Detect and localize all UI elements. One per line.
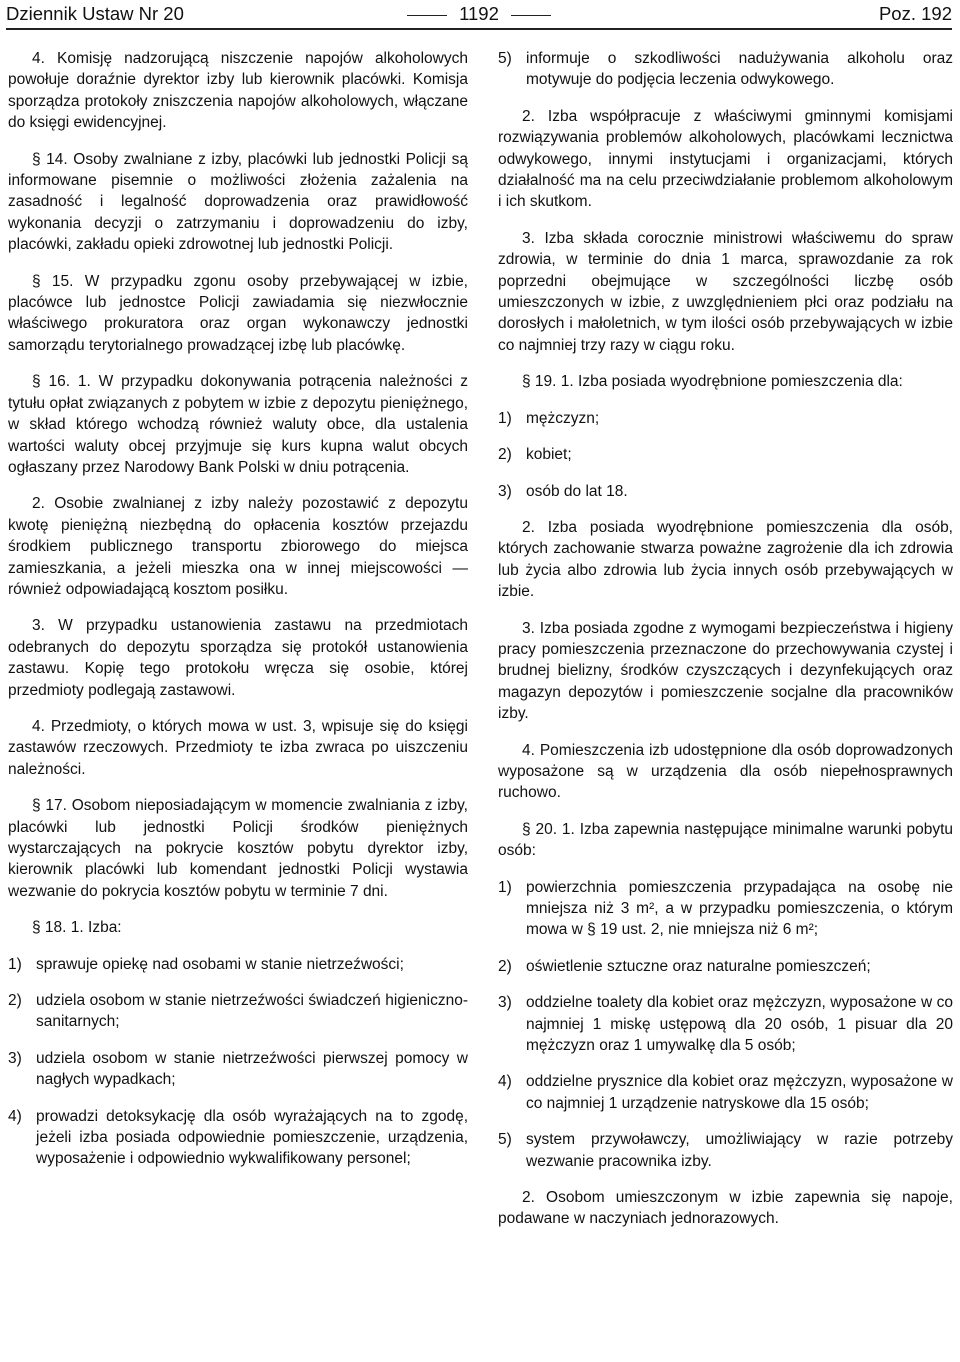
paragraph: § 18. 1. Izba:: [32, 919, 122, 937]
paragraph: 3. Izba składa corocznie ministrowi właściwemu do spraw zdrowia, w terminie do dnia 1 marca, sprawozdanie za rok poprzedni obejmujące w szczególności liczbę osób umieszczonych w izbie, z uwzględnieniem płci oraz podziału na dorosłych i małoletnich, w tym ilości osób przebywających w izbie co najmniej trzy razy w ciągu roku.: [498, 229, 953, 354]
paragraph: 4. Komisję nadzorującą niszczenie napojów alkoholowych powołuje doraźnie dyrektor izby lub kierownik placówki. Komisja sporządza protokoły zniszczenia napojów alkoholowych, włączane do księgi ewidencyjnej.: [8, 50, 468, 132]
dash-left: [407, 15, 447, 16]
left-column: [8, 48, 468, 1185]
list-item-text: oświetlenie sztuczne oraz naturalne pomieszczeń;: [526, 957, 871, 975]
paragraph: 2. Osobie zwalnianej z izby należy pozostawić z depozytu kwotę pieniężną niezbędną do opłacenia kosztów przejazdu środkiem publicznego transportu zbiorowego do miejsca zamieszkania, a jeżeli mieszka ona w innej miejscowości — również odpowiadającą kosztom posiłku.: [8, 495, 468, 598]
list-item-text: informuje o szkodliwości nadużywania alkoholu oraz motywuje do podjęcia leczenia odwykowego.: [526, 50, 953, 89]
dash-right: [511, 15, 551, 16]
paragraph: 4. Pomieszczenia izb udostępnione dla osób doprowadzonych wyposażone są w urządzenia dla osób niepełnosprawnych ruchowo.: [498, 741, 953, 802]
list-item-number: 4): [8, 1107, 22, 1125]
list-item-number: 3): [498, 482, 512, 500]
paragraph: § 20. 1. Izba zapewnia następujące minimalne warunki pobytu osób:: [498, 820, 953, 860]
list-item-number: 2): [498, 446, 512, 464]
paragraph: 3. W przypadku ustanowienia zastawu na przedmiotach odebranych do depozytu sporządza się protokół ustanowienia zastawu. Kopię tego protokołu wręcza się osobie, której przedmioty podlegają zastawowi.: [8, 617, 468, 699]
list-item-number: 5): [498, 50, 512, 67]
list-item-text: osób do lat 18.: [526, 482, 628, 500]
list-item-text: udziela osobom w stanie nietrzeźwości świadczeń higieniczno-sanitarnych;: [36, 992, 468, 1031]
list-item-number: 5): [498, 1131, 512, 1149]
list-item: [498, 408, 953, 429]
list-item-text: prowadzi detoksykację dla osób wyrażających na to zgodę, jeżeli izba posiada odpowiednie pomieszczenie, urządzenia, wyposażenie i odpowiednio wykwalifikowany personel;: [36, 1107, 468, 1168]
list-item-number: 1): [498, 878, 512, 896]
list-item: [498, 444, 953, 465]
list-item-number: 1): [498, 409, 512, 427]
page-number-text: 1192: [459, 3, 499, 24]
list-item: [498, 1129, 953, 1172]
paragraph: 2. Izba posiada wyodrębnione pomieszczenia dla osób, których zachowanie stwarza poważne zagrożenie dla ich zdrowia lub życia albo zdrowia lub życia innych osób przebywających w izbie.: [498, 518, 953, 601]
paragraph: 2. Osobom umieszczonym w izbie zapewnia się napoje, podawane w naczyniach jednorazowych.: [498, 1189, 953, 1228]
list-item-text: mężczyzn;: [526, 409, 600, 427]
paragraph: § 15. W przypadku zgonu osoby przebywającej w izbie, placówce lub jednostce Policji zawiadamia się niezwłocznie właściwego prokuratora oraz organ wykonawczy jednostki samorządu terytorialnego prowadzącej izbę lub placówkę.: [8, 272, 468, 354]
list-item-number: 1): [8, 955, 22, 973]
list-item-number: 2): [498, 957, 512, 975]
list-item-text: sprawuje opiekę nad osobami w stanie nietrzeźwości;: [36, 955, 404, 973]
list-item: [8, 954, 468, 975]
paragraph: § 14. Osoby zwalniane z izby, placówki lub jednostki Policji są informowane pisemnie o możliwości złożenia zażalenia na zasadność i legalność doprowadzenia oraz prawidłowość wykonania decyzji o zatrzymaniu i doprowadzeniu do izby, placówki, zakładu opieki zdrowotnej lub jednostki Policji.: [8, 150, 468, 254]
list-item: [8, 1106, 468, 1170]
journal-title: Dziennik Ustaw Nr 20: [6, 3, 184, 24]
list-item-number: 4): [498, 1073, 512, 1091]
list-item: [8, 990, 468, 1033]
list-item-number: 3): [498, 994, 512, 1012]
list-item-text: oddzielne prysznice dla kobiet oraz mężczyzn, wyposażone w co najmniej 1 urządzenie natryskowe dla 15 osób;: [526, 1073, 953, 1112]
position-number: Poz. 192: [878, 3, 952, 24]
paragraph: § 19. 1. Izba posiada wyodrębnione pomieszczenia dla:: [522, 373, 903, 391]
list-item: [498, 877, 953, 941]
list-item-number: 2): [8, 992, 22, 1010]
list-item-text: system przywoławczy, umożliwiający w razie potrzeby wezwanie pracownika izby.: [526, 1131, 953, 1170]
list-item: [8, 1048, 468, 1091]
paragraph: 4. Przedmioty, o których mowa w ust. 3, wpisuje się do księgi zastawów rzeczowych. Przedmioty te izba zwraca po uiszczeniu należności.: [8, 717, 468, 778]
page-header: [6, 0, 952, 30]
list-item: [498, 1071, 953, 1114]
paragraph: § 16. 1. W przypadku dokonywania potrącenia należności z tytułu opłat związanych z pobytem w izbie z depozytu pieniężnego, w skład którego wchodzą również waluty obce, dla ustalenia wartości waluty obcej przyjmuje się kurs kupna walut obcych ogłaszany przez Narodowy Bank Polski w dniu potrącenia.: [8, 373, 468, 476]
list-item-text: kobiet;: [526, 446, 572, 464]
list-item: [498, 481, 953, 502]
list-item: [498, 956, 953, 977]
list-item-text: powierzchnia pomieszczenia przypadająca na osobę nie mniejsza niż 3 m², a w przypadku pomieszczenia, o którym mowa w § 19 ust. 2, nie mniejsza niż 6 m²;: [526, 878, 953, 939]
paragraph: § 17. Osobom nieposiadającym w momencie zwalniania z izby, placówki lub jednostki Policji środków pieniężnych wystarczających na pokrycie kosztów pobytu dyrektor izby, kierownik placówki lub komendant jednostki Policji wystawia wezwanie do pokrycia kosztów pobytu w terminie 7 dni.: [8, 797, 468, 900]
paragraph: 3. Izba posiada zgodne z wymogami bezpieczeństwa i higieny pracy pomieszczenia przeznaczone do przechowywania czystej i brudnej bielizny, środków czyszczących i dezynfekujących oraz magazyn depozytów i pomieszczenie socjalne dla pracowników izby.: [498, 619, 953, 723]
list-item: [498, 48, 953, 91]
right-column: [498, 48, 953, 1245]
list-item: [498, 992, 953, 1056]
list-item-number: 3): [8, 1049, 22, 1067]
list-item-text: oddzielne toalety dla kobiet oraz mężczyzn, wyposażone w co najmniej 1 miskę ustępową dla 20 osób, 1 pisuar dla 20 mężczyzn oraz 1 umywalkę dla 5 osób;: [526, 994, 953, 1055]
paragraph: 2. Izba współpracuje z właściwymi gminnymi komisjami rozwiązywania problemów alkoholowych, placówkami lecznictwa odwykowego, innymi instytucjami i organizacjami, których działalność ma na celu przeciwdziałanie problemom alkoholowym i ich skutkom.: [498, 107, 953, 211]
list-item-text: udziela osobom w stanie nietrzeźwości pierwszej pomocy w nagłych wypadkach;: [36, 1049, 468, 1089]
page-number: [6, 0, 952, 28]
